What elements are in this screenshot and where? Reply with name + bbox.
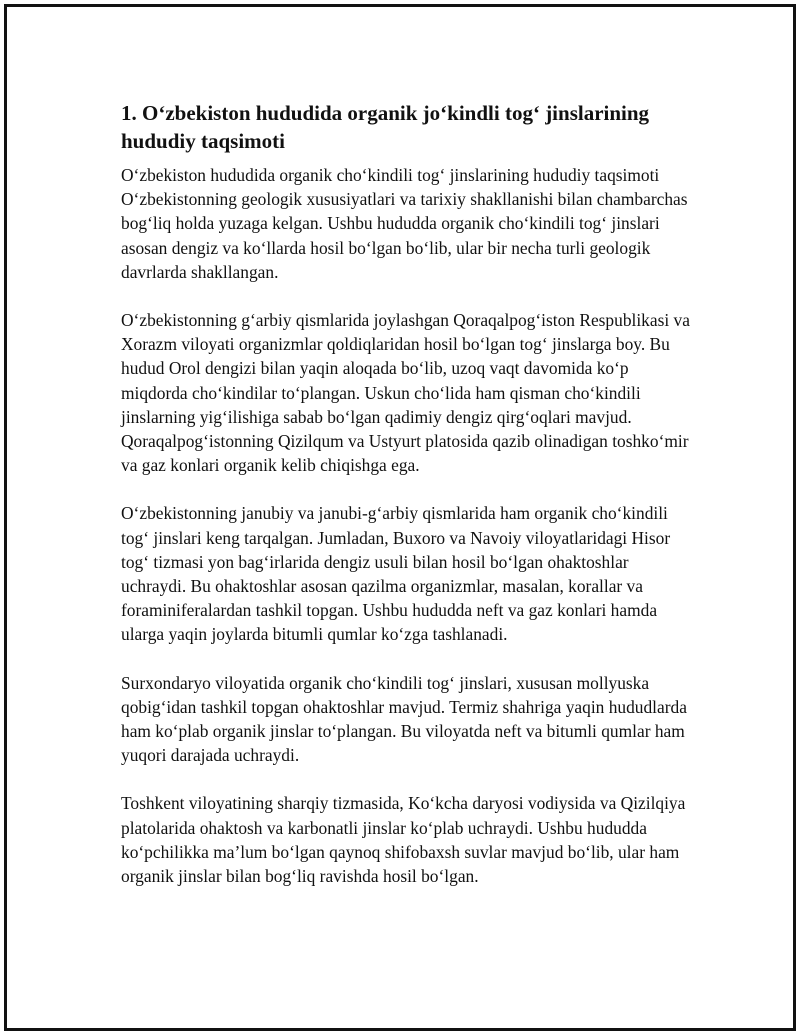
paragraph-4: Surxondaryo viloyatida organik cho‘kindili tog‘ jinslari, xususan mollyuska qobig‘idan tashkil topgan ohaktoshlar mavjud. Termiz shahriga yaqin hududlarda ham ko‘plab organik jinslar to‘plangan. Bu viloyatda neft va bitumli qumlar ham yuqori darajada uchraydi.: [121, 672, 687, 766]
paragraph-1: O‘zbekiston hududida organik cho‘kindili tog‘ jinslarining hududiy taqsimoti O‘zbekistonning geologik xususiyatlari va tarixiy shakllanishi bilan chambarchas bog‘liq holda yuzaga kelgan. Ushbu hududda organik cho‘kindili tog‘ jinslari asosan dengiz va ko‘llarda hosil bo‘lgan bo‘lib, ular bir necha turli geologik davrlarda shakllangan.: [121, 165, 688, 282]
section-heading: 1. O‘zbekiston hududida organik jo‘kindli tog‘ jinslarining hududiy taqsimoti: [121, 101, 650, 153]
paragraph-5: Toshkent viloyatining sharqiy tizmasida, Ko‘kcha daryosi vodiysida va Qizilqiya platolarida ohaktosh va karbonatli jinslar ko‘plab uchraydi. Ushbu hududda ko‘pchilikka ma’lum bo‘lgan qaynoq shifobaxsh suvlar mavjud bo‘lib, ular ham organik jinslar bilan bog‘liq ravishda hosil bo‘lgan.: [121, 793, 686, 887]
document-body: [121, 99, 691, 912]
paragraph-3: O‘zbekistonning janubiy va janubi-g‘arbiy qismlarida ham organik cho‘kindili tog‘ jinslari keng tarqalgan. Jumladan, Buxoro va Navoiy viloyatlaridagi Hisor tog‘ tizmasi yon bag‘irlarida dengiz usuli bilan hosil bo‘lgan ohaktoshlar uchraydi. Bu ohaktoshlar asosan qazilma organizmlar, masalan, korallar va foraminiferalardan tashkil topgan. Ushbu hududda neft va gaz konlari hamda ularga yaqin joylarda bitumli qumlar ko‘zga tashlanadi.: [121, 503, 671, 645]
paragraph-2: O‘zbekistonning g‘arbiy qismlarida joylashgan Qoraqalpog‘iston Respublikasi va Xorazm viloyati organizmlar qoldiqlaridan hosil bo‘lgan tog‘ jinslarga boy. Bu hudud Orol dengizi bilan yaqin aloqada bo‘lib, uzoq vaqt davomida ko‘p miqdorda cho‘kindilar to‘plangan. Uskun cho‘lida ham qisman cho‘kindili jinslarning yig‘ilishiga sabab bo‘lgan qadimiy dengiz qirg‘oqlari mavjud. Qoraqalpog‘istonning Qizilqum va Ustyurt platosida qazib olinadigan toshko‘mir va gaz konlari organik kelib chiqishga ega.: [121, 310, 690, 476]
page-frame: [4, 4, 796, 1031]
